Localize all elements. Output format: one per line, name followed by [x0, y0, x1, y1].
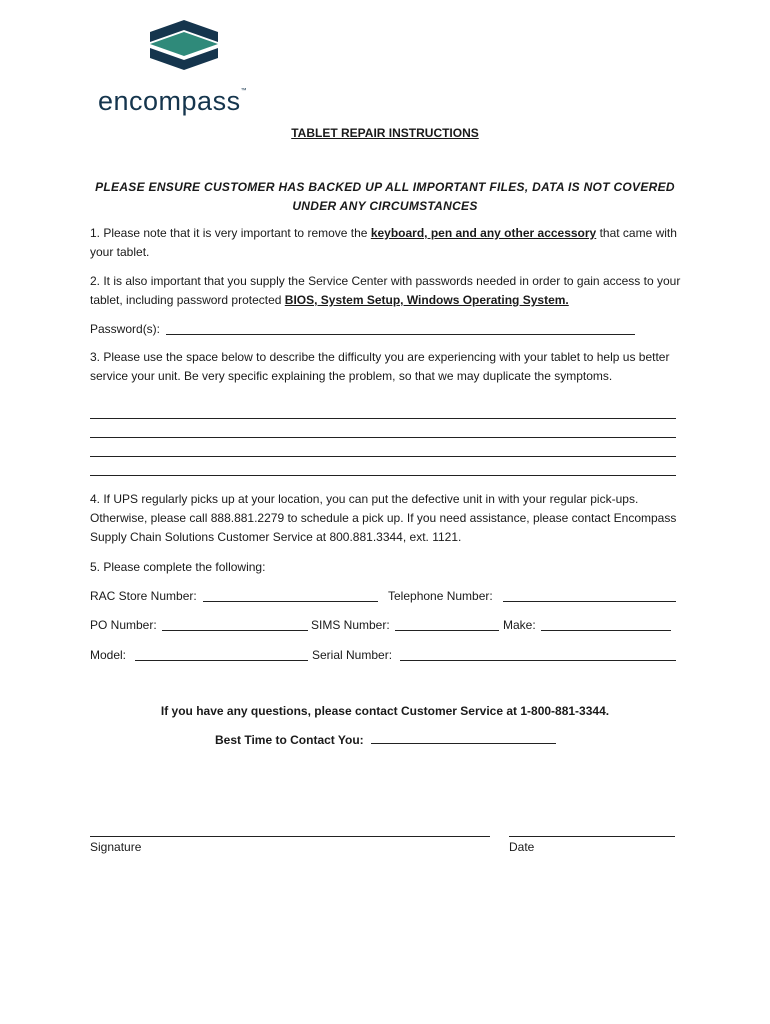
model-label: Model:	[90, 648, 127, 662]
best-time-row	[215, 731, 770, 750]
encompass-wordmark: encompass™	[98, 86, 248, 116]
po-field[interactable]	[162, 630, 308, 631]
serial-label: Serial Number:	[312, 648, 393, 662]
password-row	[90, 320, 680, 339]
instruction-3: 3. Please use the space below to describe the difficulty you are experiencing with your tablet to help us better service your unit. Be very specific explaining the problem, so that we may duplicate the symptoms.	[90, 350, 670, 383]
instruction-1: 1. Please note that it is very important to remove the keyboard, pen and any other accessory that came with your tablet.	[90, 226, 677, 259]
backup-warning: PLEASE ENSURE CUSTOMER HAS BACKED UP ALL IMPORTANT FILES, DATA IS NOT COVERED UNDER ANY CIRCUMSTANCES	[95, 180, 675, 213]
rac-store-label: RAC Store Number:	[90, 589, 197, 603]
description-line-2[interactable]	[90, 437, 676, 438]
model-serial-row	[90, 646, 680, 665]
instruction-2: 2. It is also important that you supply the Service Center with passwords needed in order to gain access to your tablet, including password protected BIOS, System Setup, Windows Operating System.	[90, 274, 681, 307]
encompass-logo	[98, 18, 273, 116]
instruction-4: 4. If UPS regularly picks up at your location, you can put the defective unit in with your regular pick-ups. Otherwise, please call 888.881.2279 to schedule a pick up. If you need assistance, please contact Encompass Supply Chain Solutions Customer Service at 800.881.3344, ext. 1121.	[90, 492, 677, 544]
signature-line[interactable]	[90, 836, 490, 837]
serial-field[interactable]	[400, 660, 676, 661]
password-field[interactable]	[166, 334, 635, 335]
best-time-field[interactable]	[371, 731, 556, 744]
description-line-1[interactable]	[90, 418, 676, 419]
sims-label: SIMS Number:	[311, 618, 390, 632]
rac-store-field[interactable]	[203, 601, 378, 602]
date-line[interactable]	[509, 836, 675, 837]
telephone-label: Telephone Number:	[388, 589, 493, 603]
po-label: PO Number:	[90, 618, 157, 632]
telephone-field[interactable]	[503, 601, 676, 602]
description-line-3[interactable]	[90, 456, 676, 457]
encompass-logo-mark-icon	[148, 18, 220, 74]
signature-label: Signature	[90, 840, 142, 854]
description-line-4[interactable]	[90, 475, 676, 476]
make-label: Make:	[503, 618, 536, 632]
po-sims-make-row	[90, 616, 680, 635]
best-time-label: Best Time to Contact You:	[215, 733, 364, 747]
rac-telephone-row	[90, 587, 680, 606]
sims-field[interactable]	[395, 630, 499, 631]
page-title: TABLET REPAIR INSTRUCTIONS	[291, 126, 479, 140]
password-label: Password(s):	[90, 322, 161, 336]
instruction-5: 5. Please complete the following:	[90, 560, 266, 574]
questions-contact: If you have any questions, please contact Customer Service at 1-800-881-3344.	[160, 704, 610, 718]
date-label: Date	[509, 840, 535, 854]
model-field[interactable]	[135, 660, 308, 661]
make-field[interactable]	[541, 630, 671, 631]
